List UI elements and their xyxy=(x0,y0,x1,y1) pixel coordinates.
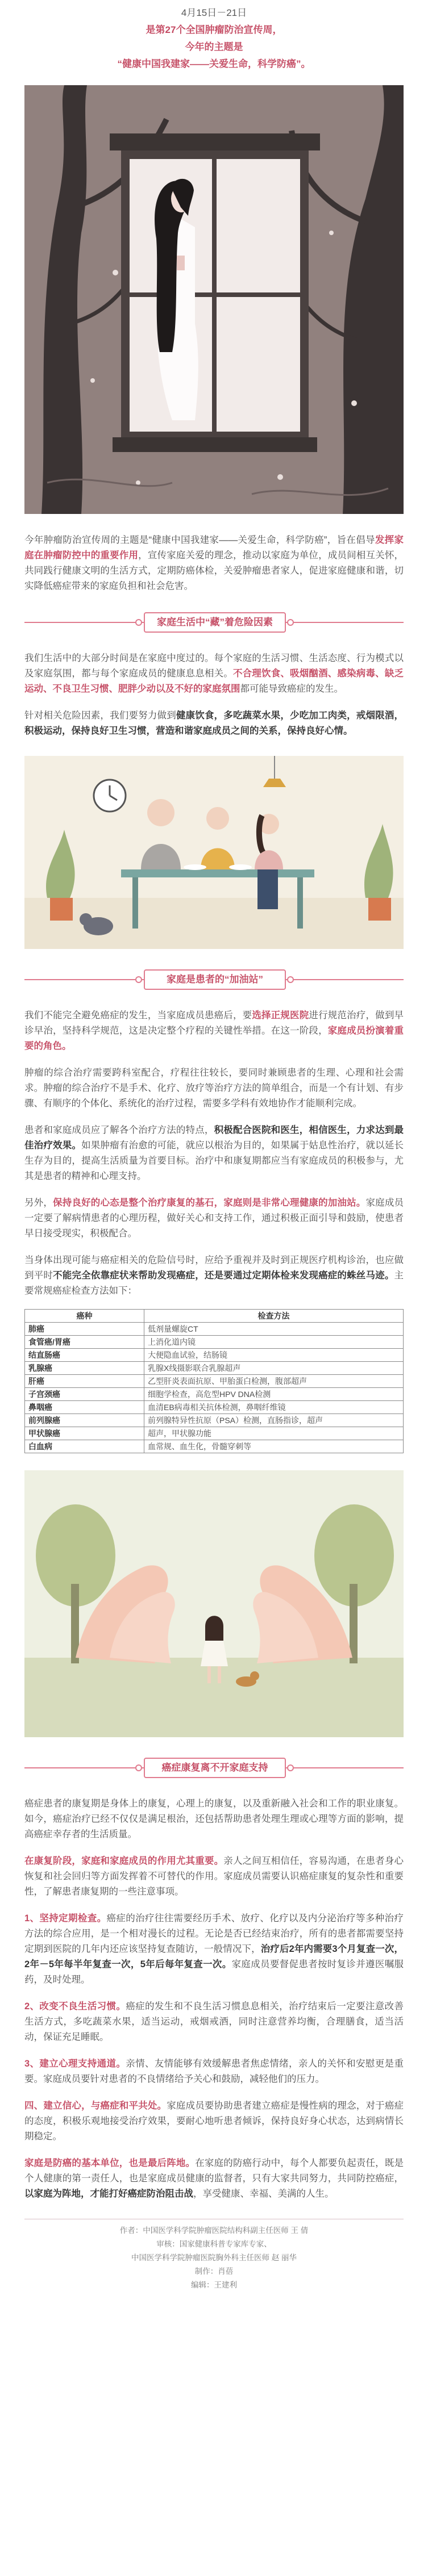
support-bold: 积极配合医院和医生，相信医生，力求达到最佳治疗效果。 xyxy=(24,1125,404,1151)
section-title-family-support xyxy=(24,966,404,993)
closing-text: 在家庭的防癌行动中，每个人都要负起责任，既是个人健康的第一责任人，也是家庭成员健康的监督者，只有大家共同努力，共同防控癌症， xyxy=(24,2158,404,2184)
campaign-intro-line: 是第27个全国肿瘤防治宣传周， xyxy=(146,24,282,35)
support-text: 我们不能完全避免癌症的发生，当家庭成员患癌后，要 xyxy=(24,1010,252,1021)
support-highlight-2: 家庭成员扮演着重要的角色。 xyxy=(24,1026,404,1051)
campaign-date: 4月15日－21日 xyxy=(181,7,247,18)
campaign-theme-label: 今年的主题是 xyxy=(185,41,243,52)
support-text-mid: 进行规范治疗，做到早诊早治，坚持科学规范，这是决定整个疗程的关键性举措。在这一阶段， xyxy=(24,1010,404,1036)
rehab-item-title: 四、建立信心，与癌症和平共处。 xyxy=(24,2101,167,2111)
rehab-item-2 xyxy=(24,1999,404,2045)
support-text: 当身体出现可能与癌症相关的危险信号时，应给予重视并及时到正规医疗机构诊治，也应做到平时 xyxy=(24,1255,404,1281)
table-row xyxy=(25,1401,404,1414)
rehab-paragraph-2 xyxy=(24,1854,404,1900)
table-row xyxy=(25,1362,404,1375)
hero-illustration-window xyxy=(24,85,404,514)
rehab-item-text: 家庭成员要协助患者建立癌症是慢性病的理念，对于癌症的态度，积极乐观地接受治疗效果，要耐心地听患者倾诉，保持良好身心状态，达到病情长期稳定。 xyxy=(24,2101,404,2142)
table-cell: 子宫颈癌 xyxy=(25,1388,144,1401)
support-text: 患者和家庭成员应了解各个治疗方法的特点， xyxy=(24,1125,214,1135)
table-header-cell: 检查方法 xyxy=(144,1310,404,1323)
rehab-paragraph-1: 癌症患者的康复期是身体上的康复，心理上的康复，以及重新融入社会和工作的职业康复。如今，癌症治疗已经不仅仅是满足根治，还包括帮助患者处理生理或心理等方面的影响，提高癌症幸存者的生活质量。 xyxy=(24,1799,404,1839)
support-highlight: 保持良好的心态是整个治疗康复的基石，家庭则是非常心理健康的加油站。 xyxy=(53,1198,366,1208)
intro-paragraph xyxy=(24,533,404,594)
rehab-item-title: 3、建立心理支持通道。 xyxy=(24,2059,126,2069)
footer-unit: 中国医学科学院肿瘤医院胸外科主任医师 赵 丽华 xyxy=(131,2253,297,2262)
section-title-rehabilitation xyxy=(24,1754,404,1782)
table-cell: 食管癌/胃癌 xyxy=(25,1336,144,1349)
section-heading: 癌症康复离不开家庭支持 xyxy=(144,1758,286,1778)
window-scene-image xyxy=(24,85,404,514)
risk-advice-text: 针对相关危险因素，我们要努力做到 xyxy=(24,710,176,721)
table-header-cell: 癌种 xyxy=(25,1310,144,1323)
risk-paragraph-1 xyxy=(24,651,404,697)
article-footer xyxy=(0,2219,428,2292)
table-row xyxy=(25,1414,404,1427)
closing-text-end: ，享受健康、幸福、美满的人生。 xyxy=(193,2189,334,2199)
table-cell: 白血病 xyxy=(25,1440,144,1453)
table-cell: 乙型肝炎表面抗原、甲胎蛋白检测，腹部超声 xyxy=(144,1375,404,1388)
table-cell: 大便隐血试验，结肠镜 xyxy=(144,1349,404,1362)
support-text-end: 家庭成员一定要了解病情患者的心理历程，做好关心和支持工作，通过积极正面引导和鼓励，使患者早日接受现实，积极配合。 xyxy=(24,1198,404,1239)
support-highlight: 选择正规医院 xyxy=(252,1010,309,1021)
rehab-item-title: 2、改变不良生活习惯。 xyxy=(24,2001,126,2012)
rehab-item-1 xyxy=(24,1911,404,1988)
table-cell: 超声，甲状腺功能 xyxy=(144,1427,404,1440)
table-row xyxy=(25,1375,404,1388)
risk-paragraph-2 xyxy=(24,708,404,739)
closing-paragraph xyxy=(24,2156,404,2202)
support-text-end: 主要常规癌症检查方法如下： xyxy=(24,1270,404,1296)
family-dining-illustration xyxy=(24,756,404,949)
section-dot xyxy=(135,976,142,983)
rehab-item-3 xyxy=(24,2056,404,2087)
table-cell: 乳腺X线摄影联合乳腺超声 xyxy=(144,1362,404,1375)
table-cell: 肺癌 xyxy=(25,1323,144,1336)
footer-author: 作者：中国医学科学院肿瘤医院结构科副主任医师 王 倩 xyxy=(119,2226,309,2235)
table-row xyxy=(25,1427,404,1440)
table-row xyxy=(25,1349,404,1362)
table-cell: 结直肠癌 xyxy=(25,1349,144,1362)
support-bold: 不能完全依靠症状来帮助发现癌症，还是要通过定期体检来发现癌症的蛛丝马迹。 xyxy=(53,1270,394,1281)
table-cell: 血清EB病毒相关抗体检测，鼻咽纤维镜 xyxy=(144,1401,404,1414)
risk-text: 我们生活中的大部分时间是在家庭中度过的。每个家庭的生活习惯、生活态度、行为模式以及家庭氛围，都与每个家庭成员的健康息息相关。 xyxy=(24,653,404,679)
risk-text-end: 都可能导致癌症的发生。 xyxy=(240,684,343,694)
footer-expert: 审核：国家健康科普专家库专家、 xyxy=(156,2240,272,2248)
intro-text: 今年肿瘤防治宣传周的主题是“健康中国我建家——关爱生命，科学防癌”，旨在倡导 xyxy=(24,535,375,545)
section-dot xyxy=(287,619,294,626)
table-cell: 乳腺癌 xyxy=(25,1362,144,1375)
table-cell: 肝癌 xyxy=(25,1375,144,1388)
table-cell: 血常规、血生化，骨髓穿刺等 xyxy=(144,1440,404,1453)
footer-editor: 编辑：王建利 xyxy=(191,2281,237,2289)
rehab-text: 亲人之间互相信任，容易沟通，在患者身心恢复和社会回归等方面发挥着不可替代的作用。家庭成员需要认识癌症康复的复杂性和重要性，了解患者康复期的一些注意事项。 xyxy=(24,1856,404,1897)
caring-hands-illustration xyxy=(24,1470,404,1737)
footer-producer: 制作：肖蓓 xyxy=(194,2267,234,2276)
risk-advice-bold: 健康饮食，多吃蔬菜水果，少吃加工肉类，戒烟限酒，积极运动，保持良好卫生习惯，营造和谐家庭成员之间的关系，保持良好心情。 xyxy=(24,710,404,736)
section-dot xyxy=(287,976,294,983)
closing-bold: 以家庭为阵地，才能打好癌症防治阻击战 xyxy=(24,2189,193,2199)
rehab-item-text-end: 家庭成员要督促患者按时复诊并遵医嘱服药，及时处理。 xyxy=(24,1959,404,1985)
table-row xyxy=(25,1440,404,1453)
table-cell: 前列腺特异性抗原（PSA）检测，直肠指诊，超声 xyxy=(144,1414,404,1427)
article-header xyxy=(0,0,428,73)
rehab-highlight: 在康复阶段，家庭和家庭成员的作用尤其重要。 xyxy=(24,1856,224,1866)
rehab-item-text: 癌症的发生和不良生活习惯息息相关，治疗结束后一定要注意改善生活方式，多吃蔬菜水果，适当运动，戒烟戒酒，同时注意营养均衡，合理膳食，适当活动，保证充足睡眠。 xyxy=(24,2001,404,2042)
cancer-screening-table xyxy=(24,1309,404,1453)
table-cell: 前列腺癌 xyxy=(25,1414,144,1427)
campaign-slogan: “健康中国我建家——关爱生命，科学防癌”。 xyxy=(117,58,311,69)
table-row xyxy=(25,1388,404,1401)
support-paragraph-4 xyxy=(24,1195,404,1241)
support-paragraph-5 xyxy=(24,1253,404,1299)
section-dot xyxy=(287,1764,294,1771)
support-text-end: 如果肿瘤有治愈的可能，就应以根治为目的，如果属于姑息性治疗，就以延长生存为目的，提高生活质量为首要目标。治疗中和康复期都应当有家庭成员的积极参与，尤其是患者的精神和心理支持。 xyxy=(24,1140,404,1181)
table-cell: 上消化道内镜 xyxy=(144,1336,404,1349)
risk-highlight: 不合理饮食、吸烟酗酒、感染病毒、缺乏运动、不良卫生习惯、肥胖少动以及不好的家庭氛围 xyxy=(24,668,404,694)
rehab-item-text: 癌症的治疗往往需要经历手术、放疗、化疗以及内分泌治疗等多种治疗方法的综合应用，是一个相对漫长的过程。无论是否已经结束治疗，所有的患者都需要坚持定期到医院的几年内还应该坚持复查随访，一般情况下， xyxy=(24,1913,404,1954)
closing-highlight: 家庭是防癌的基本单位，也是最后阵地。 xyxy=(24,2158,196,2168)
table-cell: 甲状腺癌 xyxy=(25,1427,144,1440)
table-row xyxy=(25,1336,404,1349)
section-title-risk-factors xyxy=(24,609,404,636)
section-dot xyxy=(135,1764,142,1771)
support-paragraph-2: 肿瘤的综合治疗需要跨科室配合，疗程往往较长，要同时兼顾患者的生理、心理和社会需求。肿瘤的综合治疗不是手术、化疗、放疗等治疗方法的简单组合，而是一个有计划、有步骤、有顺序的个体化、系统化的治疗过程，需要多学科有效地协作才能顺利完成。 xyxy=(24,1068,404,1109)
section-heading: 家庭生活中“藏”着危险因素 xyxy=(144,612,286,633)
table-cell: 低剂量螺旋CT xyxy=(144,1323,404,1336)
rehab-item-text: 亲情、友情能够有效缓解患者焦虑情绪，亲人的关怀和安慰更是重要。家庭成员要针对患者的不良情绪给予关心和鼓励，减轻他们的压力。 xyxy=(24,2059,404,2084)
rehab-item-bold: 治疗后2年内需要3个月复查一次，2年－5年每半年复查一次，5年后每年复查一次。 xyxy=(24,1944,404,1969)
intro-highlight: 发挥家庭在肿瘤防控中的重要作用 xyxy=(24,535,404,561)
intro-text-end: ，宣传家庭关爱的理念，推动以家庭为单位，成员间相互关怀，共同践行健康文明的生活方式，定期防癌体检，关爱肿瘤患者家人，促进家庭健康和谐，切实降低癌症带来的家庭负担和社会危害。 xyxy=(24,550,404,591)
family-table-image xyxy=(24,756,404,949)
section-heading: 家庭是患者的“加油站” xyxy=(144,969,286,990)
rehab-item-title: 1、坚持定期检查。 xyxy=(24,1913,107,1923)
hands-girl-image xyxy=(24,1470,404,1737)
table-cell: 细胞学检查，高危型HPV DNA检测 xyxy=(144,1388,404,1401)
support-text: 另外， xyxy=(24,1198,53,1208)
section-dot xyxy=(135,619,142,626)
rehab-item-4 xyxy=(24,2098,404,2144)
table-cell: 鼻咽癌 xyxy=(25,1401,144,1414)
table-header-row xyxy=(25,1310,404,1323)
support-paragraph-1 xyxy=(24,1008,404,1054)
support-paragraph-3 xyxy=(24,1123,404,1184)
table-row xyxy=(25,1323,404,1336)
